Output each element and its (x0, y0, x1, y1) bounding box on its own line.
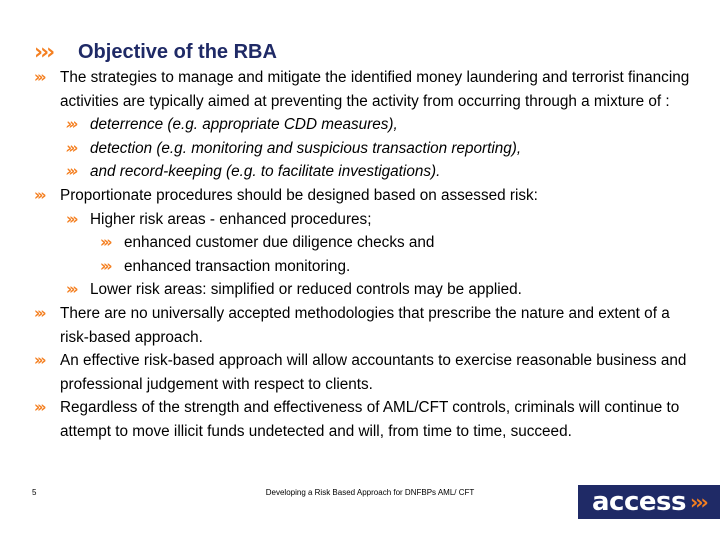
access-logo (578, 485, 720, 519)
slide-title-row (34, 38, 277, 66)
bullet-item (34, 396, 694, 443)
footer-text: Developing a Risk Based Approach for DNFBPs AML/ CFT (265, 488, 475, 497)
bullet-item (34, 255, 694, 279)
slide-title: Objective of the RBA (78, 40, 277, 63)
chevron-bullet-icon: ››› (34, 303, 44, 322)
bullet-list (34, 66, 694, 444)
logo-chevron-icon: ››› (689, 490, 706, 514)
chevron-bullet-icon: ››› (66, 280, 76, 299)
bullet-item (34, 66, 694, 113)
page-number: 5 (32, 488, 37, 497)
bullet-text: detection (e.g. monitoring and suspicious transaction reporting), (90, 139, 522, 157)
logo-wordmark: access (592, 487, 686, 517)
bullet-text: and record-keeping (e.g. to facilitate investigations). (90, 163, 441, 181)
chevron-bullet-icon: ››› (66, 209, 76, 228)
bullet-text: The strategies to manage and mitigate the identified money laundering and terrorist financing activities are typically aimed at preventing the activity from occurring through a mixture of : (60, 69, 690, 110)
chevron-bullet-icon: ››› (100, 256, 110, 275)
bullet-text: Lower risk areas: simplified or reduced controls may be applied. (90, 281, 522, 299)
bullet-item (34, 208, 694, 232)
bullet-item (34, 160, 694, 184)
bullet-text: Higher risk areas - enhanced procedures; (90, 210, 372, 228)
chevron-bullet-icon: ››› (100, 233, 110, 252)
bullet-item (34, 349, 694, 396)
bullet-text: An effective risk-based approach will allow accountants to exercise reasonable business and professional judgement with respect to clients. (60, 352, 687, 393)
bullet-text: There are no universally accepted methodologies that prescribe the nature and extent of a risk-based approach. (60, 304, 670, 346)
bullet-item (34, 113, 694, 137)
bullet-item (34, 278, 694, 302)
bullet-item (34, 137, 694, 161)
chevron-bullet-icon: ››› (34, 185, 44, 204)
bullet-item (34, 231, 694, 255)
bullet-item (34, 302, 694, 349)
bullet-text: Regardless of the strength and effectiveness of AML/CFT controls, criminals will continue to attempt to move illicit funds undetected and will, from time to time, succeed. (60, 399, 680, 440)
bullet-text: deterrence (e.g. appropriate CDD measures), (90, 116, 398, 134)
chevron-bullet-icon: ››› (34, 39, 53, 65)
bullet-text: Proportionate procedures should be designed based on assessed risk: (60, 186, 538, 204)
chevron-bullet-icon: ››› (66, 162, 76, 181)
chevron-bullet-icon: ››› (34, 351, 44, 370)
bullet-text: enhanced transaction monitoring. (124, 257, 351, 275)
chevron-bullet-icon: ››› (66, 138, 76, 157)
chevron-bullet-icon: ››› (34, 68, 44, 86)
chevron-bullet-icon: ››› (34, 398, 44, 417)
bullet-item (34, 184, 694, 208)
chevron-bullet-icon: ››› (66, 115, 76, 134)
bullet-text: enhanced customer due diligence checks and (124, 234, 435, 252)
